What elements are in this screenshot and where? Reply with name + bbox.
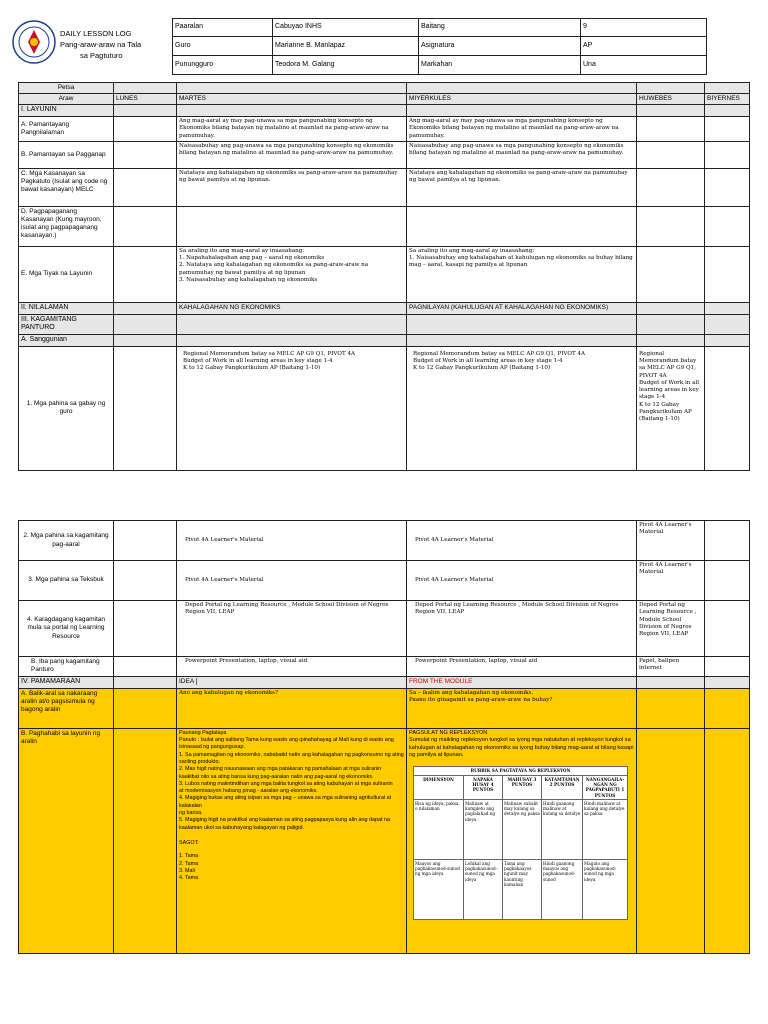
layunin-miyerkules-line: 1. Naisasabuhay ang kahalagahan at kahulugan ng ekonomiks sa buhay bilang mag – aaral, kasapi ng pamilya at lipunan: [409, 255, 633, 269]
paghahabi-martes-line: Paunang Pagtataya: [179, 729, 227, 736]
paghahabi-miyerkules: [407, 728, 637, 953]
kasanayan-martes: Natataya ang kahalagahan ng ekonomiks sa pang-araw-araw na pamumuhay ng bawat pamilya at ng lipunan.: [177, 168, 407, 206]
value-baitang: 9: [581, 19, 707, 37]
label-guro: Guro: [173, 37, 273, 56]
day-martes: MARTES: [177, 94, 407, 105]
iba-pang-kagamitan-martes: Powerpoint Presentation, laptop, visual aid: [177, 657, 407, 677]
pamantayan-sa-pagganap-martes: Naisasabuhay ang pag-unawa sa mga pangunahing konsepto ng ekonomiks bilang batayan ng matalino at maunlad na pang-araw-araw na pamumuhay.: [177, 141, 407, 168]
label-teksbuk: 3. Mga pahina sa Teksbuk: [19, 561, 114, 601]
paghahabi-martes: [177, 728, 407, 953]
pamamaraan-miyerkules: FROM THE MODULE: [407, 677, 637, 689]
value-paaralan: Cabuyao INHS: [273, 19, 419, 37]
day-biyernes: BIYERNES: [705, 94, 750, 105]
gabay-huwebes-line: Regional Memorandum batay sa MELC AP G9 Q1, PIVOT 4A: [639, 350, 697, 379]
paghahabi-martes-line: sariling produkto.: [179, 758, 221, 765]
karagdagang-kagamitan-martes: Deped Portal ng Learning Resource , Module School Division of Negros Region VII, LEAP: [177, 601, 407, 657]
balik-aral-miyerkules-line: Sa – ikalim ang kahalagahan ng ekonomiks.: [409, 689, 534, 696]
rubric-cell: Malinaw subalit may kulang sa detalye ng paksa: [503, 799, 542, 859]
nilalaman-miyerkules: PAGNILAYAN (KAHULUGAN AT KAHALAGAHAN NG EKONOMIKS): [407, 302, 637, 314]
sagot-line: 1. Tama: [179, 853, 199, 860]
balik-aral-miyerkules-line: Paano ito ginagamit sa pang-araw-araw na buhay?: [409, 697, 553, 704]
label-mga-kasanayan: C. Mga Kasanayan sa Pagkatuto (Isulat ang code ng bawat kasanayan) MELC: [19, 168, 114, 206]
kasanayan-miyerkules: Natataya ang kahalagahan ng ekonomiks sa pang-araw-araw na pamumuhay ng bawat pamilya at ng lipunan.: [407, 168, 637, 206]
rubric-header: MAHUSAY 3 PUNTOS: [503, 775, 542, 799]
nilalaman-martes: KAHALAGAHAN NG EKONOMIKS: [177, 302, 407, 314]
paghahabi-martes-line: isinasaad ng pangungusap.: [179, 744, 245, 751]
karagdagang-kagamitan-miyerkules: Deped Portal ng Learning Resource , Module School Division of Negros Region VII, LEAP: [407, 601, 637, 657]
day-lunes: LUNES: [114, 94, 177, 105]
rubric-cell: Maayos ang pagkakasunod-sunod ng mga ideya: [414, 859, 464, 919]
title-line1: DAILY LESSON LOG: [60, 29, 132, 38]
balik-aral-martes: Ano ang kahulugan ng ekonomiks?: [177, 688, 407, 728]
petsa-martes: [177, 83, 407, 94]
section-nilalaman: II. NILALAMAN: [19, 302, 114, 314]
sagot-line: 2. Tama: [179, 860, 199, 867]
teksbuk-martes: Pivot 4A Learner's Material: [177, 561, 407, 601]
paghahabi-martes-line: at modernisasyon habang pinag - aaralan ang ekonomiks.: [179, 788, 318, 795]
gabay-huwebes: [637, 346, 705, 470]
pamantayang-pangnilalaman-miyerkules: Ang mag-aaral ay may pag-unawa sa mga pangunahing konsepto ng Ekonomiks bilang batayan ng matalino at maunlad na pang-araw-araw na pamumuhay.: [407, 117, 637, 142]
label-iba-pang-kagamitan: B. Iba pang kagamitang Panturo: [19, 657, 114, 677]
title-line3: sa Pagtuturo: [80, 50, 123, 60]
layunin-martes-line: 1. Napahahalagahan ang pag – aaral ng ekonomiks: [179, 255, 325, 262]
paghahabi-martes-line: 5. Magiging higit na praktikal ang kaalaman sa ating pagpapasya kung alin ang dapat na: [179, 817, 390, 824]
repleksyon-instructions: Sumulat ng maikling repleksyon tungkol sa iyong mga natutuhan at repleksyon tungkol sa kahulugan at kahalagahan ng ekonomiks sa iyong buhay bilang mag-aaral at bilang kasapi ng pamilya at lipunan.: [409, 737, 634, 759]
petsa-miyerkules: [407, 83, 637, 94]
label-pagpapaganang-kasanayan: D. Pagpapaganang Kasanayan (Kung mayroon, isulat ang pagpapaganang kasanayan.): [19, 206, 114, 246]
paghahabi-martes-line: kaakibat nito sa ating bansa kung pag-aaralan natin ang pag-aaral ng ekonomiks.: [179, 773, 374, 780]
pamantayan-sa-pagganap-miyerkules: Naisasabuhay ang pag-unawa sa mga pangunahing konsepto ng ekonomiks bilang batayan ng matalino at maunlad na pang-araw-araw na pamumuhay.: [407, 141, 637, 168]
gabay-miyerkules: [407, 346, 637, 470]
sagot-label: SAGOT:: [179, 839, 199, 846]
lesson-table-page2: [18, 520, 750, 954]
deped-seal-icon: [12, 20, 56, 64]
day-miyerkules: MIYERKULES: [407, 94, 637, 105]
gabay-miyerkules-line: Regional Memorandum batay sa MELC AP G9 Q1, PIVOT 4A: [413, 350, 586, 357]
label-karagdagang-kagamitan: 4. Karagdagang kagamitan mula sa portal ng Learning Resource: [19, 601, 114, 657]
gabay-martes: [177, 346, 407, 470]
value-punungguro: Teodora M. Galang: [273, 56, 419, 75]
teksbuk-miyerkules: Pivot 4A Learner's Material: [407, 561, 637, 601]
layunin-martes-line: 3. Naisasabuhay ang kahalagahan ng ekonomiks: [179, 276, 318, 283]
gabay-miyerkules-line: K to 12 Gabay Pangkurikulum AP (Baitang 1-10): [413, 365, 551, 372]
label-pamantayang-pangnilalaman: A. Pamantayang Pangnilalaman: [19, 117, 114, 142]
paghahabi-martes-line: kaalaman ukol sa kabuhayang kalagayan ng paligid.: [179, 824, 304, 831]
gabay-martes-line: K to 12 Gabay Pangkurikulum AP (Baitang 1-10): [183, 365, 321, 372]
paghahabi-martes-line: Panuto : Isulat ang salitang Tama kung wasto ang ipinahahayag at Mali kung di wasto ang: [179, 737, 394, 744]
gabay-huwebes-line: Budget of Work in all learning areas in key stage 1-4: [639, 379, 700, 401]
paghahabi-martes-line: 3. Lubos nating maiintindihan ang mga balita tungkol sa ating kabuhayan at mga suliranin: [179, 780, 393, 787]
paghahabi-martes-line: 1. Sa pamamagitan ng ekonomiks, nababatid natin ang kahalagahan ng pagkonsumo ng ating: [179, 751, 404, 758]
rubric-header: NANGANGAILA-NGAN NG PAGPAPABUTI 1 PUNTOS: [583, 775, 628, 799]
value-markahan: Una: [581, 56, 707, 75]
section-kagamitang-panturo: III. KAGAMITANG PANTURO: [19, 314, 114, 335]
pamamaraan-martes: IDEA [: [177, 677, 407, 689]
repleksyon-title: PAGSULAT NG REPLEKSYON: [409, 729, 488, 736]
sagot-line: 3. Mali: [179, 867, 195, 874]
rubric-cell: Lohikal ang pagkakasunod-sunod ng mga ideya: [464, 859, 503, 919]
label-balik-aral: A. Balik-aral sa nakaraang aralin at/o pagsisimula ng bagong aralin: [19, 688, 114, 728]
day-huwebes: HUWEBES: [637, 94, 705, 105]
gabay-huwebes-line: K to 12 Gabay Pangkurikulum AP (Baitang 1-10): [639, 401, 692, 423]
gabay-martes-line: Regional Memorandum batay sa MELC AP G9 Q1, PIVOT 4A: [183, 350, 356, 357]
petsa-lunes: [114, 83, 177, 94]
title-block: [60, 29, 180, 62]
rubric-cell: Malinaw at kumpleto ang paglalahad ng ideya: [464, 799, 503, 859]
section-sanggunian: A. Sanggunian: [19, 335, 114, 347]
kagamitang-pag-aaral-huwebes: Pivot 4A Learner's Material: [637, 521, 705, 561]
header-info-table: [172, 18, 707, 75]
balik-aral-miyerkules: [407, 688, 637, 728]
tiyak-na-layunin-martes: [177, 246, 407, 302]
gabay-miyerkules-line: Budget of Work in all learning areas in key stage 1-4: [413, 358, 563, 365]
value-asignatura: AP: [581, 37, 707, 56]
logo: [12, 20, 56, 64]
section-layunin: I. LAYUNIN: [19, 105, 114, 117]
rubric-header: KATAMTAMAN 2 PUNTOS: [542, 775, 583, 799]
petsa-label: Petsa: [19, 83, 114, 94]
rubric-cell: Hindi gaanong malinaw at kulang sa detalye: [542, 799, 583, 859]
layunin-miyerkules-line: Sa araling ito ang mag-aaral ay inaasahang:: [409, 247, 535, 254]
label-gabay-ng-guro: 1. Mga pahina sa gabay ng guro: [19, 346, 114, 470]
label-paaralan: Paaralan: [173, 19, 273, 37]
rubric-table: [413, 766, 628, 920]
rubric-cell: Magulo ang pagkakasunod-sunod ng mga ideya: [583, 859, 628, 919]
gabay-martes-line: Budget of Work in all learning areas in key stage 1-4: [183, 358, 333, 365]
sagot-line: 4. Tama: [179, 875, 199, 882]
label-asignatura: Asignatura: [419, 37, 581, 56]
layunin-martes-line: Sa araling ito ang mag-aaral ay inaasahang:: [179, 247, 305, 254]
pamantayang-pangnilalaman-martes: Ang mag-aaral ay may pag-unawa sa mga pangunahing konsepto ng Ekonomiks bilang batayan ng matalino at maunlad na pang-araw-araw na pamumuhay.: [177, 117, 407, 142]
label-tiyak-na-layunin: E. Mga Tiyak na Layunin: [19, 246, 114, 302]
layunin-martes-line: 2. Natataya ang kahalagahan ng ekonomiks sa pang-araw-araw na pamumuhay ng bawat pamilya at ng lipunan: [179, 262, 369, 276]
karagdagang-kagamitan-huwebes: Deped Portal ng Learning Resource , Module School Division of Negros Region VII, LEAP: [637, 601, 705, 657]
rubric-cell: Hindi malinaw at kulang ang detalye sa paksa: [583, 799, 628, 859]
paghahabi-martes-line: 2. Mas higit nating nauunawaan ang mga patakaran ng pamahalaan at mga suliranin: [179, 766, 382, 773]
iba-pang-kagamitan-miyerkules: Powerpoint Presentation, laptop, visual aid: [407, 657, 637, 677]
rubric-cell: Hindi gaanong maayos ang pagkakasunod-sunod: [542, 859, 583, 919]
tiyak-na-layunin-miyerkules: [407, 246, 637, 302]
paghahabi-martes-line: ng bansa.: [179, 810, 203, 817]
label-baitang: Baitang: [419, 19, 581, 37]
kagamitang-pag-aaral-miyerkules: Pivot 4A Learner's Material: [407, 521, 637, 561]
title-line2: Pang-araw-araw na Tala: [60, 39, 142, 49]
label-paghahabi: B. Paghahabi sa layunin ng aralin: [19, 728, 114, 953]
petsa-huwebes: [637, 83, 705, 94]
section-pamamaraan: IV. PAMAMARAAN: [19, 677, 114, 689]
teksbuk-huwebes: Pivot 4A Learner's Material: [637, 561, 705, 601]
rubric-header: DIMENSYON: [414, 775, 464, 799]
rubric-cell: Bisa ng ideya, paksa, o nilalaman: [414, 799, 464, 859]
label-pamantayan-sa-pagganap: B. Pamantayan sa Pagganap: [19, 141, 114, 168]
kagamitang-pag-aaral-martes: Pivot 4A Learner's Material: [177, 521, 407, 561]
araw-label: Araw: [19, 94, 114, 105]
rubric-title: RUBRIK SA PAGTATAYA NG REPLEKSYON: [414, 766, 628, 775]
rubric-header: NAPAKA HUSAY 4 PUNTOS: [464, 775, 503, 799]
iba-pang-kagamitan-huwebes: Papel, ballpen internet: [637, 657, 705, 677]
lesson-table-page1: [18, 82, 750, 471]
petsa-biyernes: [705, 83, 750, 94]
value-guro: Marianne B. Manlapaz: [273, 37, 419, 56]
label-markahan: Markahan: [419, 56, 581, 75]
rubric-cell: Tama ang pagkakaayos ngunit may kaunting kamalian: [503, 859, 542, 919]
label-kagamitang-pag-aaral: 2. Mga pahina sa kagamitang pag-aaral: [19, 521, 114, 561]
paghahabi-martes-line: 4. Magiging bukas ang ating isipan sa mga pag – unawa sa mga suliraning agrikultural at kalakalan: [179, 795, 392, 809]
label-punungguro: Punungguro: [173, 56, 273, 75]
